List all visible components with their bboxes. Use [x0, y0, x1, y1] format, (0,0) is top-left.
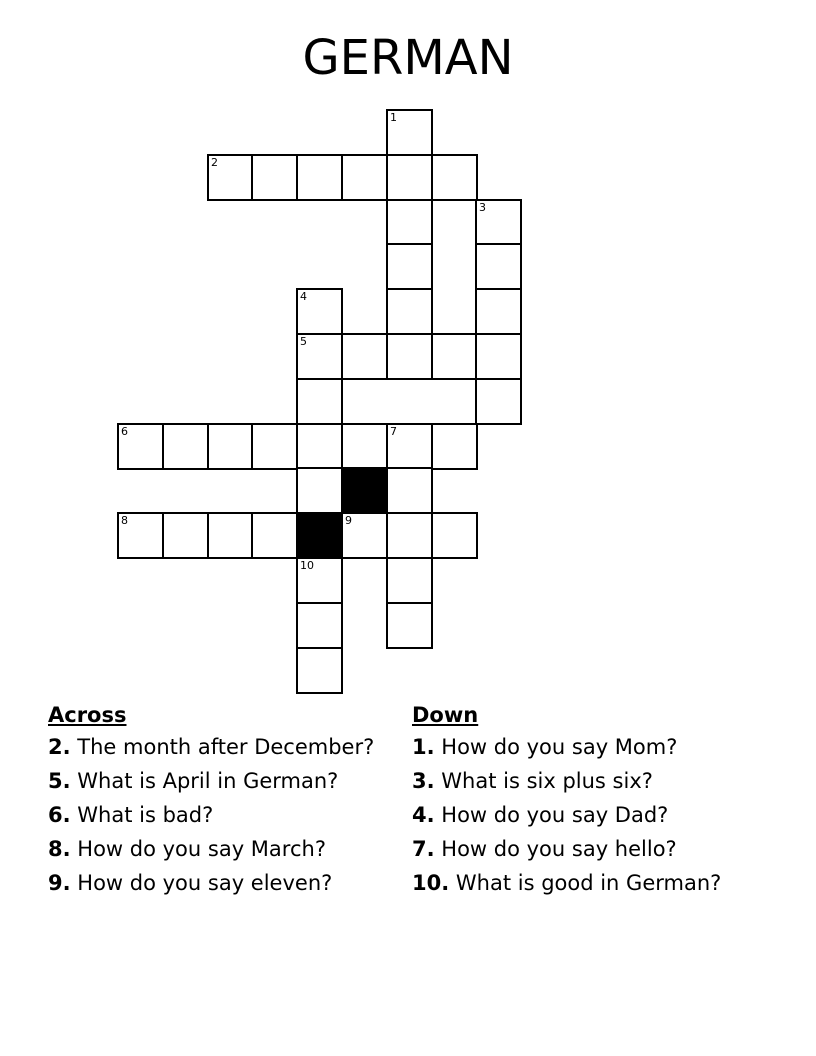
crossword-cell[interactable]: [386, 109, 433, 156]
clue-number-label: 4: [300, 290, 307, 303]
crossword-cell[interactable]: [296, 647, 343, 694]
crossword-cell[interactable]: [207, 423, 254, 470]
crossword-cell[interactable]: [296, 154, 343, 201]
crossword-cell[interactable]: [386, 467, 433, 514]
crossword-cell[interactable]: [386, 423, 433, 470]
black-square: [341, 467, 388, 514]
crossword-cell[interactable]: [207, 154, 254, 201]
crossword-cell[interactable]: [431, 512, 478, 559]
clue-number-label: 6: [121, 425, 128, 438]
clue-number-label: 9: [345, 514, 352, 527]
crossword-cell[interactable]: [386, 243, 433, 290]
clue-text: The month after December?: [77, 735, 375, 759]
across-clue: [48, 836, 388, 862]
crossword-cell[interactable]: [296, 333, 343, 380]
crossword-cell[interactable]: [386, 602, 433, 649]
crossword-cell[interactable]: [386, 199, 433, 246]
down-heading: Down: [412, 703, 479, 727]
crossword-cell[interactable]: [162, 423, 209, 470]
clue-number: 2.: [48, 735, 71, 759]
puzzle-title: GERMAN: [302, 30, 514, 86]
clue-number-label: 1: [390, 111, 397, 124]
clue-number: 4.: [412, 803, 435, 827]
crossword-cell[interactable]: [117, 423, 164, 470]
clue-text: How do you say eleven?: [77, 871, 333, 895]
crossword-cell[interactable]: [386, 154, 433, 201]
clue-number: 9.: [48, 871, 71, 895]
across-clue: [48, 802, 388, 828]
crossword-cell[interactable]: [431, 423, 478, 470]
clue-text: What is six plus six?: [441, 769, 653, 793]
across-clue: [48, 734, 388, 760]
crossword-cell[interactable]: [475, 243, 522, 290]
crossword-cell[interactable]: [296, 288, 343, 335]
crossword-cell[interactable]: [251, 423, 298, 470]
crossword-cell[interactable]: [431, 154, 478, 201]
crossword-cell[interactable]: [251, 154, 298, 201]
clue-number-label: 7: [390, 425, 397, 438]
clue-text: How do you say Mom?: [441, 735, 678, 759]
down-clue: [412, 802, 742, 828]
across-heading: Across: [48, 703, 127, 727]
down-clue: [412, 734, 742, 760]
crossword-cell[interactable]: [386, 333, 433, 380]
clue-number: 6.: [48, 803, 71, 827]
crossword-cell[interactable]: [162, 512, 209, 559]
crossword-cell[interactable]: [296, 467, 343, 514]
crossword-cell[interactable]: [341, 423, 388, 470]
crossword-cell[interactable]: [386, 557, 433, 604]
clue-number: 1.: [412, 735, 435, 759]
crossword-cell[interactable]: [475, 199, 522, 246]
crossword-cell[interactable]: [475, 333, 522, 380]
crossword-cell[interactable]: [341, 154, 388, 201]
crossword-cell[interactable]: [341, 333, 388, 380]
across-clue: [48, 870, 388, 896]
across-clues: [48, 702, 388, 904]
down-clue: [412, 836, 742, 862]
crossword-cell[interactable]: [386, 512, 433, 559]
black-square: [296, 512, 343, 559]
down-clue: [412, 768, 742, 794]
crossword-cell[interactable]: [296, 557, 343, 604]
crossword-cell[interactable]: [386, 288, 433, 335]
crossword-cell[interactable]: [475, 378, 522, 425]
clue-number-label: 5: [300, 335, 307, 348]
clue-text: How do you say hello?: [441, 837, 677, 861]
clue-number: 7.: [412, 837, 435, 861]
crossword-cell[interactable]: [117, 512, 164, 559]
clue-number-label: 8: [121, 514, 128, 527]
clue-text: What is April in German?: [77, 769, 339, 793]
across-clue: [48, 768, 388, 794]
crossword-cell[interactable]: [251, 512, 298, 559]
clue-text: How do you say Dad?: [441, 803, 669, 827]
crossword-cell[interactable]: [296, 378, 343, 425]
down-clues: [412, 702, 742, 904]
clue-number-label: 3: [479, 201, 486, 214]
clue-number: 10.: [412, 871, 450, 895]
clue-text: What is good in German?: [455, 871, 722, 895]
clue-number: 8.: [48, 837, 71, 861]
clue-number-label: 10: [300, 559, 314, 572]
down-clue: [412, 870, 742, 896]
clue-number-label: 2: [211, 156, 218, 169]
crossword-cell[interactable]: [475, 288, 522, 335]
crossword-cell[interactable]: [341, 512, 388, 559]
crossword-cell[interactable]: [431, 333, 478, 380]
clue-text: What is bad?: [77, 803, 214, 827]
clue-number: 5.: [48, 769, 71, 793]
crossword-cell[interactable]: [207, 512, 254, 559]
clue-text: How do you say March?: [77, 837, 326, 861]
crossword-cell[interactable]: [296, 602, 343, 649]
crossword-cell[interactable]: [296, 423, 343, 470]
clue-number: 3.: [412, 769, 435, 793]
